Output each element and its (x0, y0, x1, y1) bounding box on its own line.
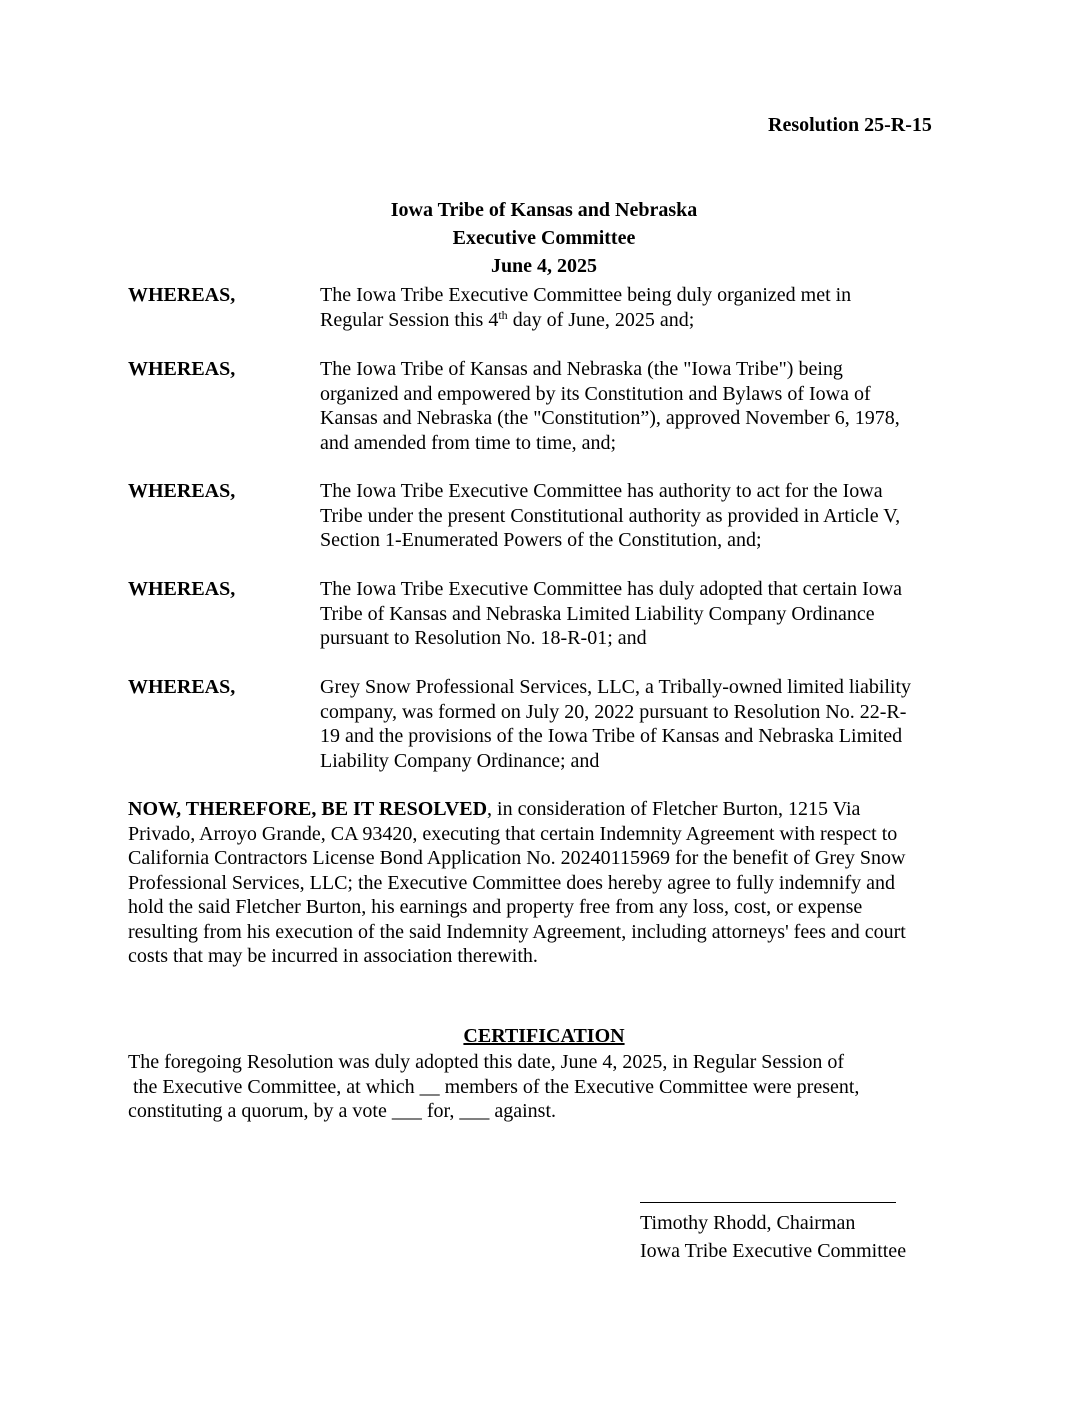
resolved-line: costs that may be incurred in association therewith. (128, 945, 538, 967)
resolved-line: California Contractors License Bond Application No. 20240115969 for the benefit of Grey Snow (128, 847, 906, 869)
clause-line: organized and empowered by its Constitution and Bylaws of Iowa of (320, 382, 871, 405)
clause-line: pursuant to Resolution No. 18-R-01; and (320, 627, 647, 649)
whereas-clause-4 (320, 577, 970, 651)
ordinal-superscript: th (498, 307, 508, 322)
certification-line: The foregoing Resolution was duly adopted this date, June 4, 2025, in Regular Session of (128, 1051, 845, 1073)
resolved-line: Professional Services, LLC; the Executive Committee does hereby agree to fully indemnify and (128, 871, 896, 894)
certification-title: CERTIFICATION (463, 1025, 625, 1047)
clause-line: The Iowa Tribe Executive Committee has duly adopted that certain Iowa (320, 578, 903, 600)
whereas-clause-2 (320, 357, 970, 455)
whereas-label: WHEREAS, (128, 676, 236, 698)
signatory-title: Iowa Tribe Executive Committee (640, 1240, 907, 1262)
certification-line: constituting a quorum, by a vote ___ for, ___ against. (128, 1100, 557, 1122)
clause-line: Tribe of Kansas and Nebraska Limited Liability Company Ordinance (320, 602, 875, 625)
resolved-lead: NOW, THEREFORE, BE IT RESOLVED (128, 798, 488, 820)
clause-line: The Iowa Tribe of Kansas and Nebraska (the "Iowa Tribe") being (320, 358, 843, 380)
signature-line (640, 1202, 896, 1203)
clause-line: Regular Session this 4th day of June, 2025 and; (320, 307, 695, 331)
clause-line: 19 and the provisions of the Iowa Tribe of Kansas and Nebraska Limited (320, 725, 903, 747)
clause-line: and amended from time to time, and; (320, 431, 617, 454)
clause-line: Grey Snow Professional Services, LLC, a Tribally-owned limited liability (320, 676, 912, 698)
whereas-label: WHEREAS, (128, 358, 236, 380)
signatory-name: Timothy Rhodd, Chairman (640, 1212, 856, 1234)
resolved-line: resulting from his execution of the said Indemnity Agreement, including attorneys' fees and court (128, 920, 906, 943)
clause-line: Section 1-Enumerated Powers of the Constitution, and; (320, 529, 762, 551)
clause-line: Liability Company Ordinance; and (320, 749, 600, 772)
clause-line: The Iowa Tribe Executive Committee being duly organized met in (320, 284, 852, 306)
header-date: June 4, 2025 (490, 255, 598, 277)
header-committee: Executive Committee (452, 227, 636, 249)
clause-line: Kansas and Nebraska (the "Constitution”), approved November 6, 1978, (320, 407, 900, 429)
resolved-line: hold the said Fletcher Burton, his earnings and property free from any loss, cost, or expense (128, 896, 863, 918)
resolution-number: Resolution 25-R-15 (768, 114, 932, 136)
certification-line: the Executive Committee, at which __ members of the Executive Committee were present, (128, 1075, 860, 1098)
header-tribe-name: Iowa Tribe of Kansas and Nebraska (390, 199, 698, 221)
whereas-clause-1 (320, 283, 970, 332)
clause-line: Tribe under the present Constitutional authority as provided in Article V, (320, 504, 901, 527)
resolved-paragraph (128, 797, 968, 969)
whereas-clause-3 (320, 479, 970, 553)
whereas-clause-5 (320, 675, 970, 773)
clause-line: company, was formed on July 20, 2022 pursuant to Resolution No. 22-R- (320, 700, 907, 723)
whereas-label: WHEREAS, (128, 284, 236, 306)
clause-line: The Iowa Tribe Executive Committee has authority to act for the Iowa (320, 480, 883, 502)
resolved-line: Privado, Arroyo Grande, CA 93420, executing that certain Indemnity Agreement with respect to (128, 822, 898, 845)
resolved-line: NOW, THEREFORE, BE IT RESOLVED, in consideration of Fletcher Burton, 1215 Via (128, 798, 861, 820)
whereas-label: WHEREAS, (128, 480, 236, 502)
whereas-label: WHEREAS, (128, 578, 236, 600)
certification-text (128, 1050, 859, 1124)
